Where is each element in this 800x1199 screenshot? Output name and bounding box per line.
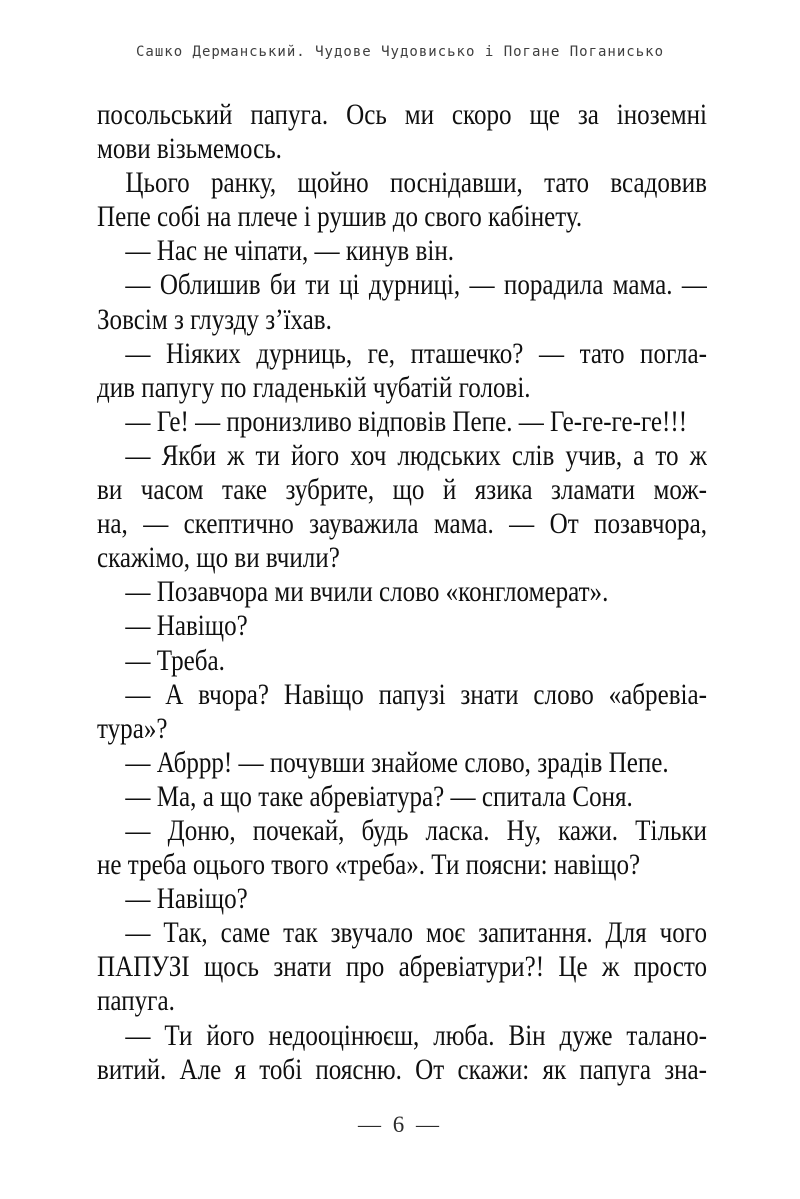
text-line: тура»?	[97, 711, 168, 745]
body-text	[97, 98, 707, 1087]
text-line: — Ніяких дурниць, ге, пташечко? — тато погла-	[125, 336, 707, 370]
page-number: — 6 —	[358, 1112, 442, 1137]
text-line: на, — скептично зауважила мама. — От позавчора,	[97, 507, 707, 541]
text-line: — Абррр! — почувши знайоме слово, зрадів Пепе.	[125, 745, 669, 779]
text-line: Зовсім з глузду з’їхав.	[97, 302, 332, 336]
text-line: — Ге! — пронизливо відповів Пепе. — Ге-ге-ге-ге!!!	[125, 404, 688, 438]
text-line: Цього ранку, щойно поснідавши, тато всадовив	[125, 166, 707, 200]
text-line: — Треба.	[125, 643, 225, 677]
text-line: не треба оцього твого «треба». Ти поясни: навіщо?	[97, 848, 641, 882]
text-line: — Ма, а що таке абревіатура? — спитала Соня.	[125, 779, 633, 813]
text-line: — Навіщо?	[125, 609, 248, 643]
text-line: Пепе собі на плече і рушив до свого кабінету.	[97, 200, 583, 234]
text-line: мови візьмемось.	[97, 132, 282, 166]
text-line: посольський папуга. Ось ми скоро ще за іноземні	[97, 98, 707, 131]
text-line: — Нас не чіпати, — кинув він.	[125, 234, 455, 268]
text-line: див папугу по гладенькій чубатій голові.	[97, 370, 531, 404]
text-line: — Позавчора ми вчили слово «конгломерат».	[125, 575, 609, 609]
text-line: папуга.	[97, 984, 175, 1018]
text-line: скажімо, що ви вчили?	[97, 541, 340, 575]
text-line: — Доню, почекай, будь ласка. Ну, кажи. Тільки	[125, 813, 707, 847]
text-line: витий. Але я тобі поясню. От скажи: як папуга зна-	[97, 1052, 707, 1086]
text-line: — Навіщо?	[125, 882, 248, 916]
text-line: — Якби ж ти його хоч людських слів учив, а то ж	[125, 438, 707, 472]
running-header: Сашко Дерманський. Чудове Чудовисько і Погане Поганисько	[135, 44, 664, 60]
text-line: — Облишив би ти ці дурниці, — порадила мама. —	[125, 268, 707, 302]
text-line: — Так, саме так звучало моє запитання. Для чого	[125, 916, 707, 950]
text-line: — Ти його недооцінюєш, люба. Він дуже талано-	[125, 1018, 707, 1052]
text-line: ПАПУЗІ щось знати про абревіатури?! Це ж просто	[97, 950, 707, 984]
text-line: ви часом таке зубрите, що й язика зламати мож-	[97, 473, 707, 507]
text-line: — А вчора? Навіщо папузі знати слово «абревіа-	[125, 677, 707, 711]
